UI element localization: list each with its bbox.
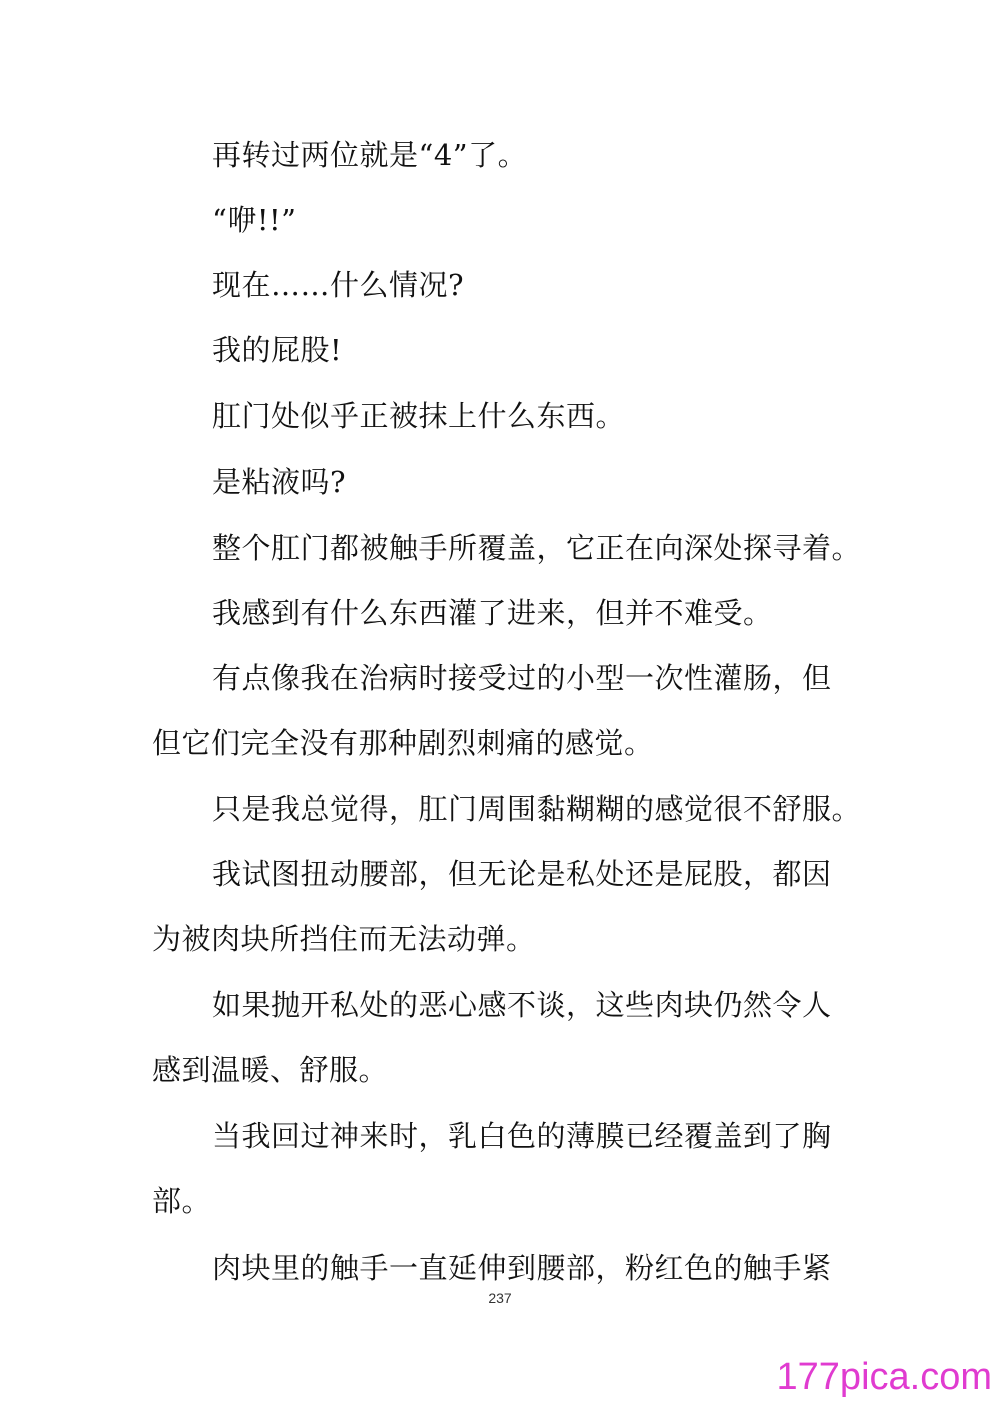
paragraph-5: 肛门处似乎正被抹上什么东西。 <box>212 399 626 433</box>
paragraph-9: 有点像我在治病时接受过的小型一次性灌肠，但 但它们完全没有那种剧烈刺痛的感觉。 <box>152 661 832 760</box>
paragraph-3: 现在……什么情况? <box>212 268 465 302</box>
paragraph-14: 肉块里的触手一直延伸到腰部，粉红色的触手紧 <box>212 1251 832 1285</box>
page-number: 237 <box>488 1290 512 1306</box>
paragraph-6: 是粘液吗? <box>212 465 347 499</box>
paragraph-10: 只是我总觉得，肛门周围黏糊糊的感觉很不舒服。 <box>212 792 862 826</box>
paragraph-12: 如果抛开私处的恶心感不谈，这些肉块仍然令人 感到温暖、舒服。 <box>152 988 832 1087</box>
paragraph-2: “咿!!” <box>212 203 297 237</box>
paragraph-1: 再转过两位就是“4”了。 <box>212 138 528 172</box>
paragraph-13: 当我回过神来时，乳白色的薄膜已经覆盖到了胸 部。 <box>152 1119 832 1218</box>
paragraph-8: 我感到有什么东西灌了进来，但并不难受。 <box>212 596 773 630</box>
paragraph-4: 我的屁股! <box>212 333 343 367</box>
paragraph-11: 我试图扭动腰部，但无论是私处还是屁股，都因 为被肉块所挡住而无法动弹。 <box>152 857 832 956</box>
watermark: 177pica.com <box>776 1356 992 1398</box>
paragraph-7: 整个肛门都被触手所覆盖，它正在向深处探寻着。 <box>212 531 862 565</box>
